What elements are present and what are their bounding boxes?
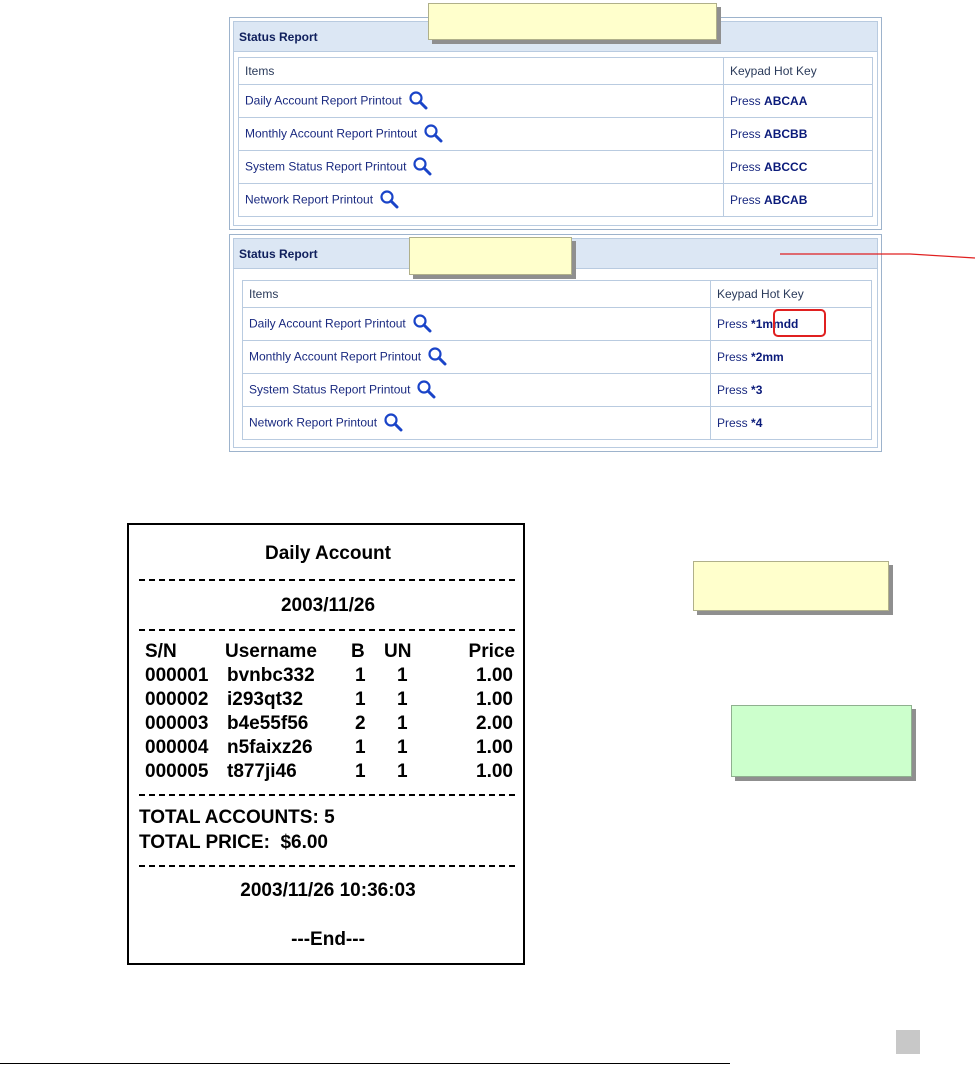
row-b: 1	[355, 665, 366, 686]
report-item[interactable]	[243, 341, 711, 374]
search-icon[interactable]	[412, 156, 432, 179]
callout-bottom	[409, 237, 572, 275]
receipt-title: Daily Account	[265, 543, 391, 564]
press-label: Press	[730, 193, 761, 207]
table-row	[243, 374, 872, 407]
press-label: Press	[717, 416, 748, 430]
table-row	[239, 184, 873, 217]
hotkey-value: *2mm	[751, 350, 784, 364]
hotkey-column-header: Keypad Hot Key	[711, 281, 872, 308]
table-row	[239, 118, 873, 151]
row-un: 1	[397, 737, 408, 758]
row-price: 1.00	[476, 689, 513, 710]
table-header-row	[239, 58, 873, 85]
sn-header: S/N	[145, 641, 177, 662]
row-b: 1	[355, 761, 366, 782]
row-b: 2	[355, 713, 366, 734]
press-label: Press	[717, 383, 748, 397]
receipt-end: ---End---	[291, 929, 365, 950]
username-header: Username	[225, 641, 317, 662]
row-b: 1	[355, 737, 366, 758]
hotkey-cell	[724, 151, 873, 184]
press-label: Press	[717, 350, 748, 364]
row-username: bvnbc332	[227, 665, 315, 686]
table-row	[239, 85, 873, 118]
callout-top	[428, 3, 717, 40]
total-price: TOTAL PRICE: $6.00	[139, 832, 328, 853]
press-label: Press	[717, 317, 748, 331]
receipt-timestamp: 2003/11/26 10:36:03	[240, 880, 416, 901]
row-username: b4e55f56	[227, 713, 309, 734]
row-un: 1	[397, 713, 408, 734]
table-header-row	[243, 281, 872, 308]
press-label: Press	[730, 94, 761, 108]
row-price: 1.00	[476, 665, 513, 686]
report-item-link[interactable]: Monthly Account Report Printout	[245, 126, 418, 141]
callout-yellow-side	[693, 561, 889, 611]
hotkey-cell	[724, 184, 873, 217]
hotkey-cell	[711, 374, 872, 407]
divider	[139, 579, 515, 581]
report-item-link[interactable]: Monthly Account Report Printout	[249, 349, 422, 364]
report-item-link[interactable]: System Status Report Printout	[249, 382, 411, 397]
receipt-date: 2003/11/26	[280, 595, 376, 616]
report-item[interactable]	[239, 118, 724, 151]
search-icon[interactable]	[412, 313, 432, 336]
row-sn: 000001	[145, 665, 209, 686]
items-column-header: Items	[239, 58, 724, 85]
hotkey-column-header: Keypad Hot Key	[724, 58, 873, 85]
report-item[interactable]	[239, 85, 724, 118]
callout-green-side	[731, 705, 912, 777]
daily-account-receipt	[127, 523, 525, 965]
hotkey-cell	[711, 407, 872, 440]
search-icon[interactable]	[427, 346, 447, 369]
hotkey-value: ABCBB	[764, 127, 808, 141]
report-item-link[interactable]: Daily Account Report Printout	[249, 316, 406, 331]
search-icon[interactable]	[423, 123, 443, 146]
report-table-bottom	[242, 280, 872, 440]
un-header: UN	[384, 641, 412, 662]
row-b: 1	[355, 689, 366, 710]
search-icon[interactable]	[383, 412, 403, 435]
table-row	[243, 341, 872, 374]
report-item[interactable]	[239, 184, 724, 217]
search-icon[interactable]	[379, 189, 399, 212]
row-un: 1	[397, 689, 408, 710]
panel-title: Status Report	[234, 22, 877, 52]
divider	[139, 865, 515, 867]
report-item-link[interactable]: Daily Account Report Printout	[245, 93, 402, 108]
divider	[139, 629, 515, 631]
row-price: 1.00	[476, 761, 513, 782]
row-un: 1	[397, 761, 408, 782]
report-item-link[interactable]: System Status Report Printout	[245, 159, 407, 174]
row-un: 1	[397, 665, 408, 686]
report-item-link[interactable]: Network Report Printout	[249, 415, 378, 430]
row-username: i293qt32	[227, 689, 304, 710]
row-sn: 000004	[145, 737, 209, 758]
mmdd-highlight-box	[773, 309, 826, 337]
row-sn: 000003	[145, 713, 209, 734]
press-label: Press	[730, 160, 761, 174]
hotkey-value: *3	[751, 383, 763, 397]
report-item-link[interactable]: Network Report Printout	[245, 192, 374, 207]
hotkey-cell	[711, 341, 872, 374]
b-header: B	[351, 641, 365, 662]
row-price: 1.00	[476, 737, 513, 758]
hotkey-value: ABCAA	[764, 94, 808, 108]
hotkey-cell	[724, 85, 873, 118]
row-username: n5faixz26	[227, 737, 313, 758]
press-label: Press	[730, 127, 761, 141]
page-marker	[896, 1030, 920, 1054]
row-price: 2.00	[476, 713, 513, 734]
price-header: Price	[468, 641, 515, 662]
hotkey-value: ABCCC	[764, 160, 808, 174]
report-item[interactable]	[239, 151, 724, 184]
hotkey-value: ABCAB	[764, 193, 808, 207]
footer-rule	[0, 1063, 730, 1064]
report-item[interactable]	[243, 374, 711, 407]
panel-title: Status Report	[234, 239, 877, 269]
row-username: t877ji46	[227, 761, 297, 782]
search-icon[interactable]	[408, 90, 428, 113]
report-item[interactable]	[243, 407, 711, 440]
row-sn: 000002	[145, 689, 209, 710]
row-sn: 000005	[145, 761, 209, 782]
hotkey-cell	[724, 118, 873, 151]
hotkey-value: *4	[751, 416, 763, 430]
items-column-header: Items	[243, 281, 711, 308]
divider	[139, 794, 515, 796]
hotkey-prefix: *1	[751, 317, 763, 331]
report-item[interactable]	[243, 308, 711, 341]
pointer-line	[780, 248, 975, 264]
hotkey-highlighted-part: mmdd	[762, 317, 799, 331]
report-table-top	[238, 57, 873, 217]
total-accounts: TOTAL ACCOUNTS: 5	[139, 807, 335, 828]
table-row	[243, 407, 872, 440]
table-row	[239, 151, 873, 184]
search-icon[interactable]	[416, 379, 436, 402]
